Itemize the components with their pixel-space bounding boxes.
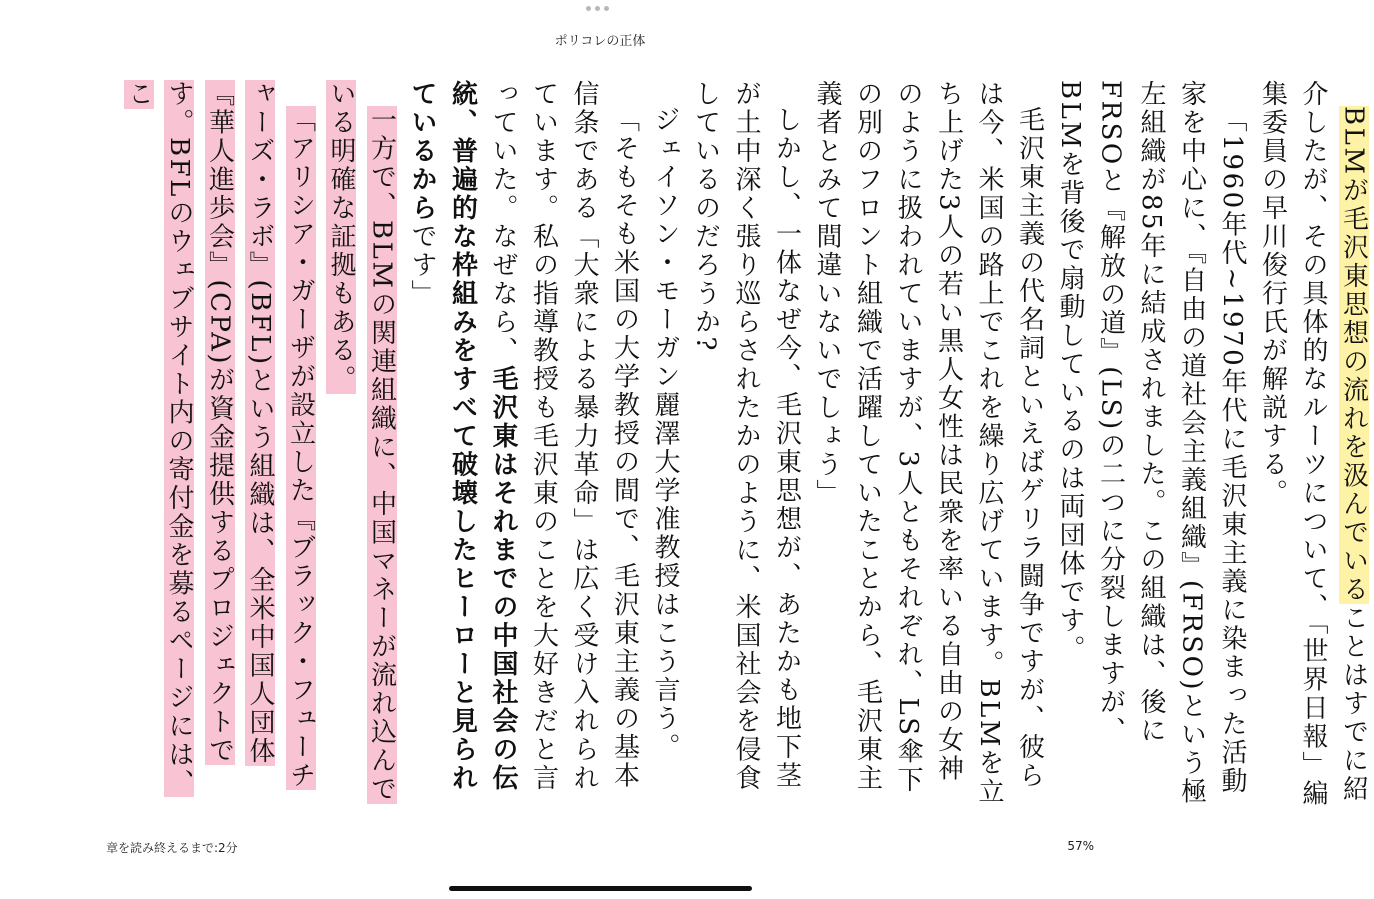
reader-menu-dots-icon[interactable] [586, 6, 609, 11]
paragraph-text: ことはすでに紹介したが、その具体的なルーツについて、「世界日報」編集委員の早川俊行氏が解説する。 [1257, 80, 1369, 808]
paragraph: 「1960年代~1970年代に毛沢東主義に染まった活動家を中心に、『自由の道社会主義組織』(FRSO)という極左組織が85年に結成されました。この組織は、後にFRSOと『解放の道』(LS)の二つに分裂しますが、BLMを背後で扇動しているのは両団体です。 [1055, 80, 1247, 807]
time-remaining-label: 章を読み終えるまで:2分 [106, 841, 238, 855]
paragraph: ジェイソン・モーガン麗澤大学准教授はこう言う。 [650, 106, 680, 762]
paragraph [321, 80, 402, 810]
paragraph [118, 80, 321, 810]
bold-text: 毛沢東はそれまでの中国社会の伝統、普遍的な枠組みをすべて破壊したヒーローと見られているから [407, 80, 518, 793]
paragraph: 毛沢東主義の代名詞といえばゲリラ闘争ですが、彼らは今、米国の路上でこれを繰り広げています。BLMを立ち上げた3人の若い黒人女性は民衆を率いる自由の女神のように扱われていますが、3人ともそれぞれ、LS傘下の別のフロント組織で活躍していたことから、毛沢東主義者とみて間違いないでしょう」 [812, 80, 1045, 806]
paragraph-text: 「そもそも米国の大学教授の間で、毛沢東主義の基本信条である「大衆による暴力革命」は広く受け入れられています。私の指導教授も毛沢東のことを大好きだと言っていた。なぜなら、 [488, 80, 640, 793]
book-page[interactable] [118, 80, 1369, 810]
yellow-highlight[interactable]: BLMが毛沢東思想の流れを汲んでいる [1338, 106, 1369, 604]
book-title: ポリコレの正体 [554, 34, 646, 49]
paragraph [402, 80, 645, 810]
home-indicator[interactable] [449, 886, 752, 891]
paragraph: しかし、一体なぜ今、毛沢東思想が、あたかも地下茎が土中深く張り巡らされたかのように、米国社会を侵食しているのだろうか? [690, 80, 802, 793]
paragraph-text: です」 [407, 222, 437, 308]
pink-highlight[interactable]: 一方で、BLMの関連組織に、中国マネーが流れ込んでいる明確な証拠もある。 [326, 80, 397, 804]
vertical-text-body [118, 80, 1374, 810]
progress-percent: 57% [1067, 839, 1094, 853]
paragraph [1252, 80, 1374, 810]
pink-highlight[interactable]: 「アリシア・ガーザが設立した『ブラック・フューチャーズ・ラボ』(BFL)という組織は、全米中国人団体『華人進歩会』(CPA)が資金提供するプロジェクトです。BFLのウェブサイト内の寄付金を募るページには、こ [123, 80, 316, 798]
